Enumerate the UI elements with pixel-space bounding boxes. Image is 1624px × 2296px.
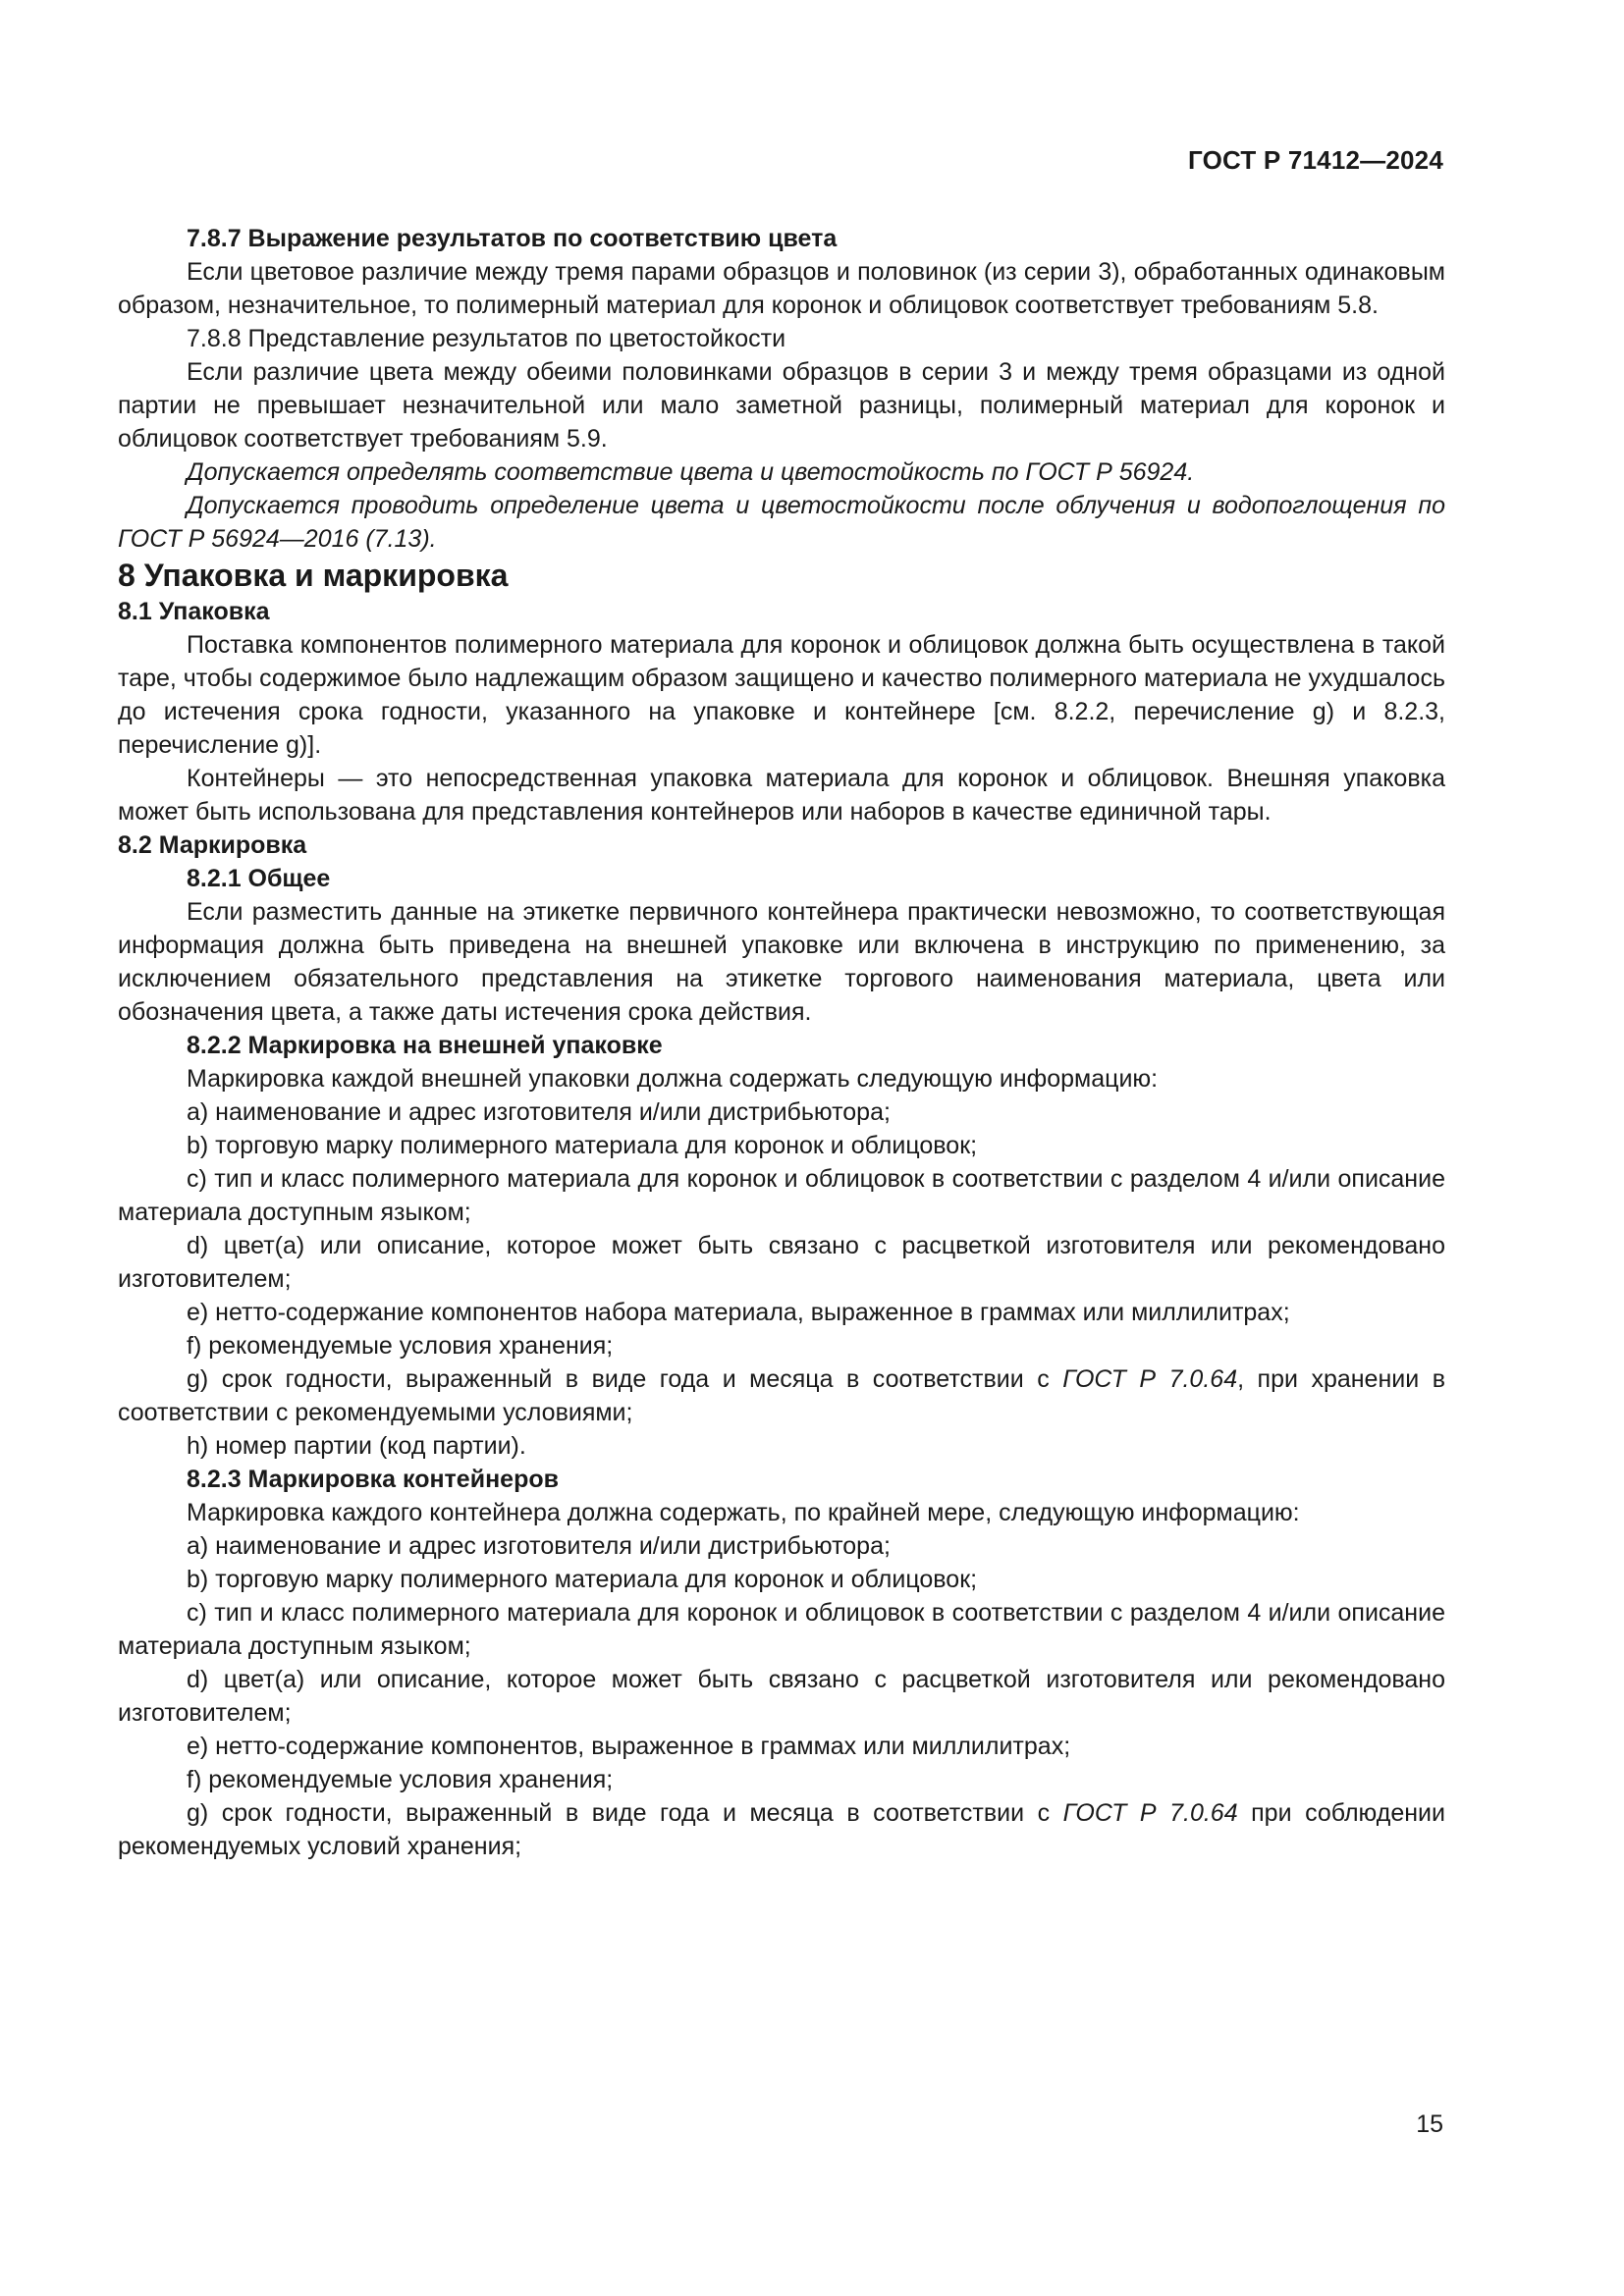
section-8-2-2-intro: Маркировка каждой внешней упаковки должна содержать следующую информацию:: [187, 1065, 1159, 1093]
item-g-text-end: , при хранении в соответствии с рекомендуемыми условиями;: [118, 1365, 1445, 1426]
section-7-8-8-note-2: Допускается проводить определение цвета и цветостойкости после облучения и водопоглощения по ГОСТ Р 56924—2016 (7.13).: [118, 492, 1445, 553]
section-8-1-heading: 8.1 Упаковка: [118, 598, 270, 625]
section-8-2-2-item-g: [118, 1362, 1445, 1429]
section-8-2-2-item-f: f) рекомендуемые условия хранения;: [187, 1332, 614, 1360]
section-7-8-7-text: Если цветовое различие между тремя парами образцов и половинок (из серии 3), обработанных одинаковым образом, незначительное, то полимерный материал для коронок и облицовок соответствует требованиям 5.8.: [118, 258, 1445, 319]
section-8-2-1-title: 8.2.1 Общее: [187, 865, 331, 892]
section-8-2-3-item-a: a) наименование и адрес изготовителя и/или дистрибьютора;: [187, 1532, 891, 1560]
section-7-8-7-title: 7.8.7 Выражение результатов по соответствию цвета: [187, 225, 838, 252]
section-8-2-2-item-b: b) торговую марку полимерного материала для коронок и облицовок;: [187, 1132, 978, 1159]
standard-reference: ГОСТ Р 7.0.64: [1062, 1799, 1238, 1827]
section-8-2-3-item-f: f) рекомендуемые условия хранения;: [187, 1766, 614, 1793]
item-g-text-start: g) срок годности, выраженный в виде года и месяца в соответствии с: [187, 1365, 1063, 1393]
section-7-8-8-title: 7.8.8 Представление результатов по цветостойкости: [187, 325, 786, 352]
section-8-2-3-item-e: e) нетто-содержание компонентов, выраженное в граммах или миллилитрах;: [187, 1733, 1071, 1760]
section-8-2-1-text: Если разместить данные на этикетке первичного контейнера практически невозможно, то соответствующая информация должна быть приведена на внешней упаковке или включена в инструкцию по применению, за исключением обязательного представления на этикетке торгового наименования материала, цвета или обозначения цвета, а также даты истечения срока действия.: [118, 898, 1445, 1026]
section-8-2-3-item-b: b) торговую марку полимерного материала для коронок и облицовок;: [187, 1566, 978, 1593]
section-8-2-3-item-g: [118, 1796, 1445, 1863]
section-8-2-3-item-c: c) тип и класс полимерного материала для коронок и облицовок в соответствии с разделом 4 и/или описание материала доступным языком;: [118, 1599, 1445, 1660]
item-g-text-end: при соблюдении рекомендуемых условий хранения;: [118, 1799, 1445, 1860]
section-8-2-3-title: 8.2.3 Маркировка контейнеров: [187, 1466, 559, 1493]
section-8-2-2-item-a: a) наименование и адрес изготовителя и/или дистрибьютора;: [187, 1098, 891, 1126]
section-8-2-3-intro: Маркировка каждого контейнера должна содержать, по крайней мере, следующую информацию:: [187, 1499, 1300, 1526]
section-8-2-2-item-e: e) нетто-содержание компонентов набора материала, выраженное в граммах или миллилитрах;: [187, 1299, 1290, 1326]
section-8-2-3-item-d: d) цвет(а) или описание, которое может быть связано с расцветкой изготовителя или рекомендовано изготовителем;: [118, 1666, 1445, 1727]
section-8-2-heading: 8.2 Маркировка: [118, 831, 307, 859]
section-8-2-2-item-c: c) тип и класс полимерного материала для коронок и облицовок в соответствии с разделом 4 и/или описание материала доступным языком;: [118, 1165, 1445, 1226]
section-7-8-8-note-1: Допускается определять соответствие цвета и цветостойкость по ГОСТ Р 56924.: [187, 458, 1195, 486]
page-body: [118, 222, 1445, 1863]
page-number: 15: [1416, 2110, 1443, 2138]
section-8-1-paragraph-1: Поставка компонентов полимерного материала для коронок и облицовок должна быть осуществлена в такой таре, чтобы содержимое было надлежащим образом защищено и качество полимерного материала не ухудшалось до истечения срока годности, указанного на упаковке и контейнере [см. 8.2.2, перечисление g) и 8.2.3, перечисление g)].: [118, 631, 1445, 759]
section-8-2-2-item-d: d) цвет(а) или описание, которое может быть связано с расцветкой изготовителя или рекомендовано изготовителем;: [118, 1232, 1445, 1293]
section-8-2-2-title: 8.2.2 Маркировка на внешней упаковке: [187, 1032, 663, 1059]
document-id-header: ГОСТ Р 71412—2024: [1188, 145, 1443, 175]
item-g-text-start: g) срок годности, выраженный в виде года и месяца в соответствии с: [187, 1799, 1063, 1827]
section-7-8-8-text: Если различие цвета между обеими половинками образцов в серии 3 и между тремя образцами из одной партии не превышает незначительной или мало заметной разницы, полимерный материал для коронок и облицовок соответствует требованиям 5.9.: [118, 358, 1445, 453]
standard-reference: ГОСТ Р 7.0.64: [1062, 1365, 1238, 1393]
section-8-2-2-item-h: h) номер партии (код партии).: [187, 1432, 526, 1460]
section-8-1-paragraph-2: Контейнеры — это непосредственная упаковка материала для коронок и облицовок. Внешняя упаковка может быть использована для представления контейнеров или наборов в качестве единичной тары.: [118, 765, 1445, 826]
section-8-heading: 8 Упаковка и маркировка: [118, 558, 509, 593]
